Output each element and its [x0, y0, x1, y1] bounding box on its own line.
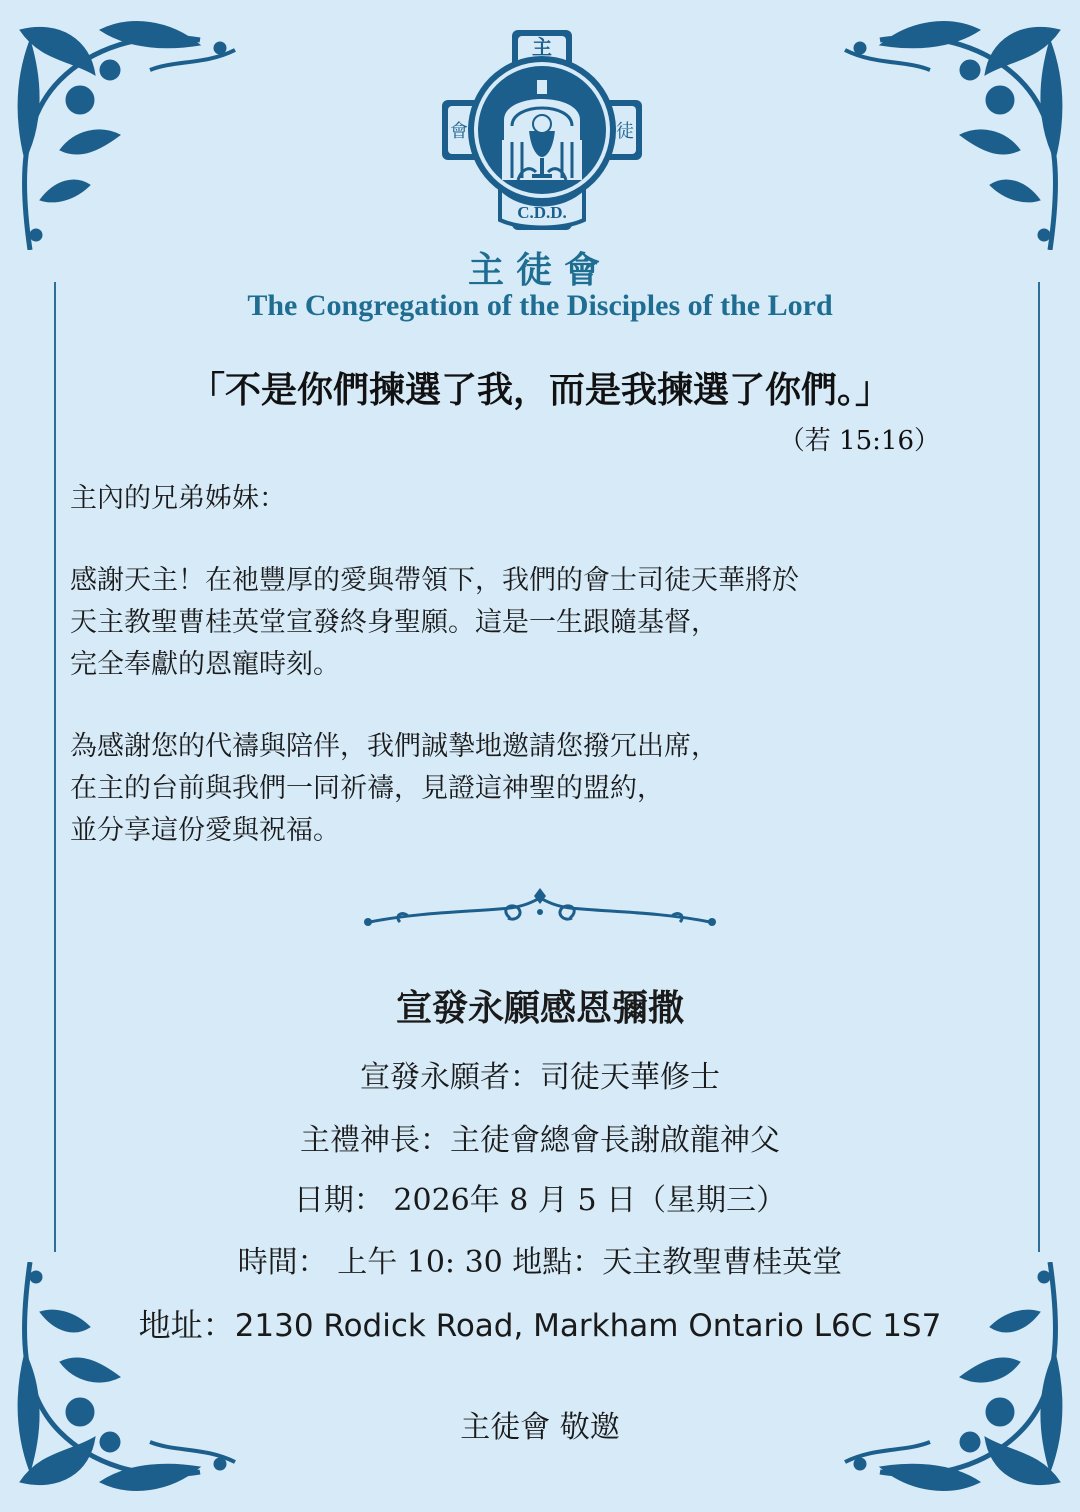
cdd-logo	[442, 30, 642, 230]
letter-paragraph-1	[70, 560, 1020, 686]
letter-paragraph-2	[70, 726, 1020, 852]
logo-top-char: 主	[532, 35, 552, 59]
scripture-reference: （若 15:16）	[778, 426, 940, 456]
border-line-left	[54, 282, 56, 1252]
event-address-label: 地址：	[138, 1306, 235, 1344]
scripture-verse: 「不是你們揀選了我，而是我揀選了你們。」	[188, 369, 891, 411]
letter-paragraph-1-line-1: 感謝天主！在祂豐厚的愛與帶領下，我們的會士司徒天華將於	[70, 565, 799, 596]
ornamental-divider	[360, 888, 720, 938]
letter-paragraph-2-line-2: 在主的台前與我們一同祈禱，見證這神聖的盟約，	[70, 773, 664, 804]
invitation-signoff: 主徒會 敬邀	[460, 1410, 620, 1445]
event-address	[0, 1300, 1080, 1346]
corner-ornament-top-right	[830, 0, 1080, 250]
logo-right-char: 徒	[616, 121, 634, 142]
border-line-right	[1038, 282, 1040, 1252]
letter-paragraph-1-line-2: 天主教聖曹桂英堂宣發終身聖願。這是一生跟隨基督，	[70, 607, 718, 638]
org-name-english: The Congregation of the Disciples of the Lord	[247, 289, 833, 322]
logo-left-char: 會	[450, 121, 468, 142]
event-time-place: 時間： 上午 10: 30 地點：天主教聖曹桂英堂	[237, 1245, 843, 1280]
corner-ornament-top-left	[0, 0, 250, 250]
logo-bottom-text: C.D.D.	[517, 203, 567, 222]
letter-paragraph-2-line-3: 並分享這份愛與祝福。	[70, 815, 340, 846]
letter-paragraph-2-line-1: 為感謝您的代禱與陪伴，我們誠摯地邀請您撥冗出席，	[70, 731, 718, 762]
event-title: 宣發永願感恩彌撒	[395, 987, 684, 1029]
event-celebrant: 主禮神長：主徒會總會長謝啟龍神父	[300, 1123, 780, 1158]
event-professor: 宣發永願者：司徒天華修士	[360, 1060, 720, 1095]
event-date: 日期： 2026年 8 月 5 日（星期三）	[293, 1183, 787, 1218]
letter-paragraph-1-line-3: 完全奉獻的恩寵時刻。	[70, 649, 340, 680]
org-name-chinese: 主徒會	[467, 249, 612, 291]
letter-greeting: 主內的兄弟姊妹：	[70, 483, 286, 514]
event-address-value: 2130 Rodick Road, Markham Ontario L6C 1S7	[234, 1308, 942, 1344]
